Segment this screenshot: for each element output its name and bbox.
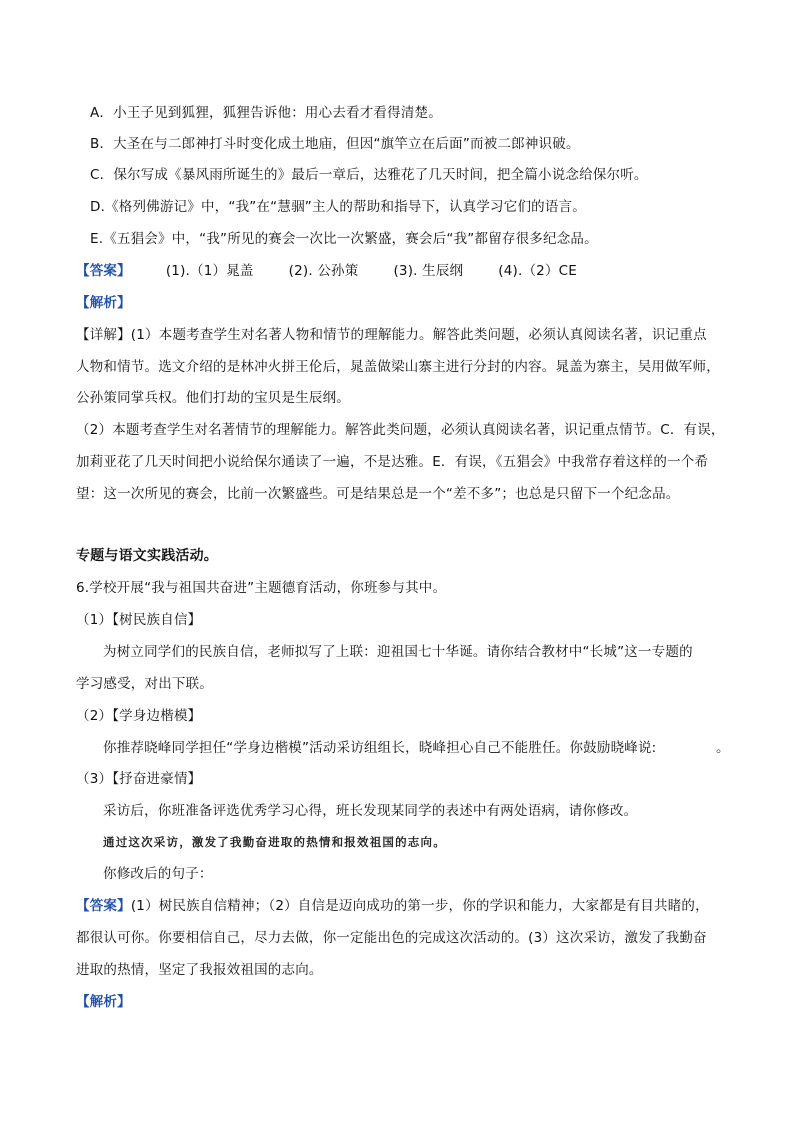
part-2-label: （2）【学身边楷模】	[76, 708, 202, 724]
answer-row-1	[76, 262, 577, 280]
option-a: A．小王子见到狐狸，狐狸告诉他：用心去看才看得清楚。	[90, 105, 442, 121]
analysis-line: 公孙策同掌兵权。他们打劫的宝贝是生辰纲。	[76, 390, 350, 406]
analysis-line: 人物和情节。选文介绍的是林冲火拼王伦后，晁盖做梁山寨主进行分封的内容。晁盖为寨主，吴用做军师，	[76, 359, 720, 375]
analysis-tag: 【解析】	[76, 295, 131, 311]
question-stem: 6.学校开展“我与祖国共奋进”主题德育活动，你班参与其中。	[76, 580, 447, 596]
option-e: E.《五猖会》中，“我”所见的赛会一次比一次繁盛，赛会后“我”都留存很多纪念品。	[90, 231, 598, 247]
analysis-tag: 【解析】	[76, 994, 131, 1010]
answer-line: 进取的热情，坚定了我报效祖国的志向。	[76, 962, 323, 978]
part-2-text: 你推荐晓峰同学担任“学身边楷模”活动采访组组长，晓峰担心自己不能胜任。你鼓励晓峰说:	[103, 740, 657, 756]
revised-sentence-label: 你修改后的句子：	[103, 866, 213, 882]
answer-item: (2). 公孙策	[288, 263, 359, 279]
option-d: D.《格列佛游记》中，“我”在“慧骃”主人的帮助和指导下，认真学习它们的语言。	[90, 199, 586, 215]
part-1-text: 为树立同学们的民族自信，老师拟写了上联：迎祖国七十华诞。请你结合教材中“长城”这一专题的	[103, 644, 693, 660]
answer-tag: 【答案】	[76, 263, 131, 279]
part-2-end: 。	[716, 740, 730, 756]
answer-item: (1).（1）晁盖	[165, 263, 254, 279]
part-3-label: （3）【抒奋进豪情】	[76, 771, 202, 787]
part-3-text: 采访后，你班准备评选优秀学习心得，班长发现某同学的表述中有两处语病，请你修改。	[103, 803, 638, 819]
answer-tag: 【答案】	[76, 898, 131, 914]
answer-row-6	[76, 897, 709, 915]
answer-line: 都很认可你。你要相信自己，尽力去做，你一定能出色的完成这次活动的。(3）这次采访，激发了我勤奋	[76, 930, 707, 946]
part-1-text: 学习感受，对出下联。	[76, 676, 213, 692]
section-title: 专题与语文实践活动。	[76, 548, 218, 564]
handwritten-sentence: 通过这次采访，激发了我勤奋进取的热情和报效祖国的志向。	[103, 835, 446, 849]
answer-item: (4).（2）CE	[498, 263, 578, 279]
part-1-label: （1）【树民族自信】	[76, 612, 202, 628]
option-b: B．大圣在与二郎神打斗时变化成土地庙，但因“旗竿立在后面”而被二郎神识破。	[90, 136, 580, 152]
analysis-line: （2）本题考查学生对名著情节的理解能力。解答此类问题，必须认真阅读名著，识记重点情节。C．有误，	[76, 422, 725, 438]
answer-item: (3). 生辰纲	[393, 263, 464, 279]
analysis-line: 加莉亚花了几天时间把小说给保尔通读了一遍，不是达雅。E．有误，《五猖会》中我常存着这样的一个希	[76, 454, 709, 470]
analysis-line: 【详解】(1）本题考查学生对名著人物和情节的理解能力。解答此类问题，必须认真阅读名著，识记重点	[76, 327, 707, 343]
answer-line: (1）树民族自信精神；（2）自信是迈向成功的第一步，你的学识和能力，大家都是有目共睹的，	[130, 898, 709, 914]
analysis-line: 望：这一次所见的赛会，比前一次繁盛些。可是结果总是一个“差不多”；也总是只留下一个纪念品。	[76, 486, 680, 502]
option-c: C．保尔写成《暴风雨所诞生的》最后一章后，达雅花了几天时间，把全篇小说念给保尔听。	[90, 167, 648, 183]
